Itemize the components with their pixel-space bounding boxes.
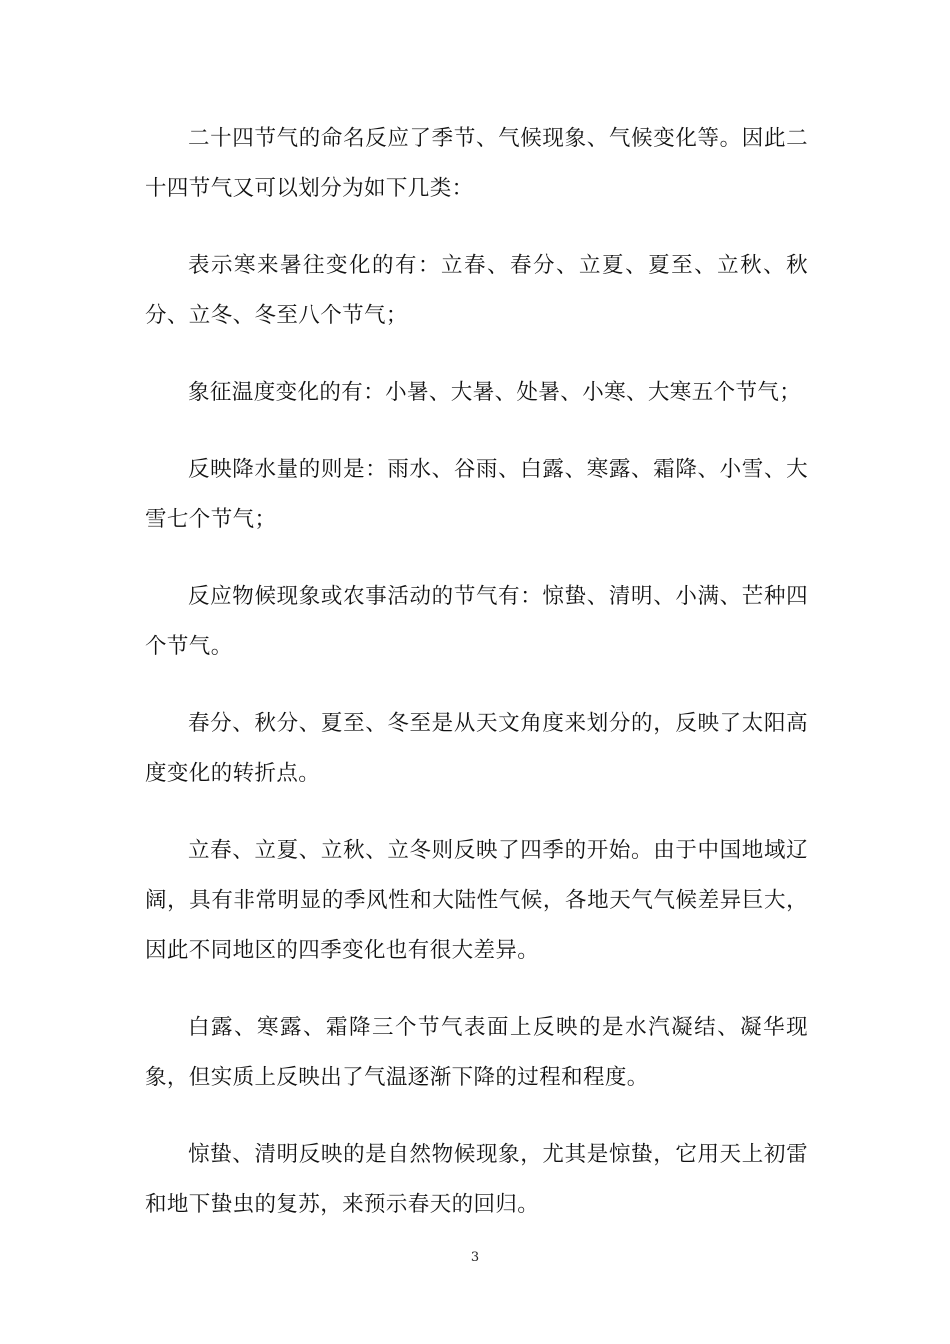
paragraph-4: 反映降水量的则是：雨水、谷雨、白露、寒露、霜降、小雪、大雪七个节气；: [145, 457, 808, 532]
paragraph-8: 白露、寒露、霜降三个节气表面上反映的是水汽凝结、凝华现象，但实质上反映出了气温逐渐下降的过程和程度。: [145, 1015, 808, 1090]
page-body: [145, 114, 808, 1257]
paragraph-9: 惊蛰、清明反映的是自然物候现象，尤其是惊蛰，它用天上初雷和地下蛰虫的复苏，来预示春天的回归。: [145, 1142, 808, 1217]
page-number: 3: [470, 1250, 480, 1265]
paragraph-3: 象征温度变化的有：小暑、大暑、处暑、小寒、大寒五个节气；: [188, 380, 802, 405]
paragraph-1: 二十四节气的命名反应了季节、气候现象、气候变化等。因此二十四节气又可以划分为如下几类：: [145, 126, 808, 201]
paragraph-5: 反应物候现象或农事活动的节气有：惊蛰、清明、小满、芒种四个节气。: [145, 584, 808, 659]
paragraph-7: 立春、立夏、立秋、立冬则反映了四季的开始。由于中国地域辽阔，具有非常明显的季风性和大陆性气候，各地天气气候差异巨大，因此不同地区的四季变化也有很大差异。: [145, 838, 808, 963]
paragraph-2: 表示寒来暑往变化的有：立春、春分、立夏、夏至、立秋、秋分、立冬、冬至八个节气；: [145, 253, 808, 328]
paragraph-6: 春分、秋分、夏至、冬至是从天文角度来划分的，反映了太阳高度变化的转折点。: [145, 711, 808, 786]
